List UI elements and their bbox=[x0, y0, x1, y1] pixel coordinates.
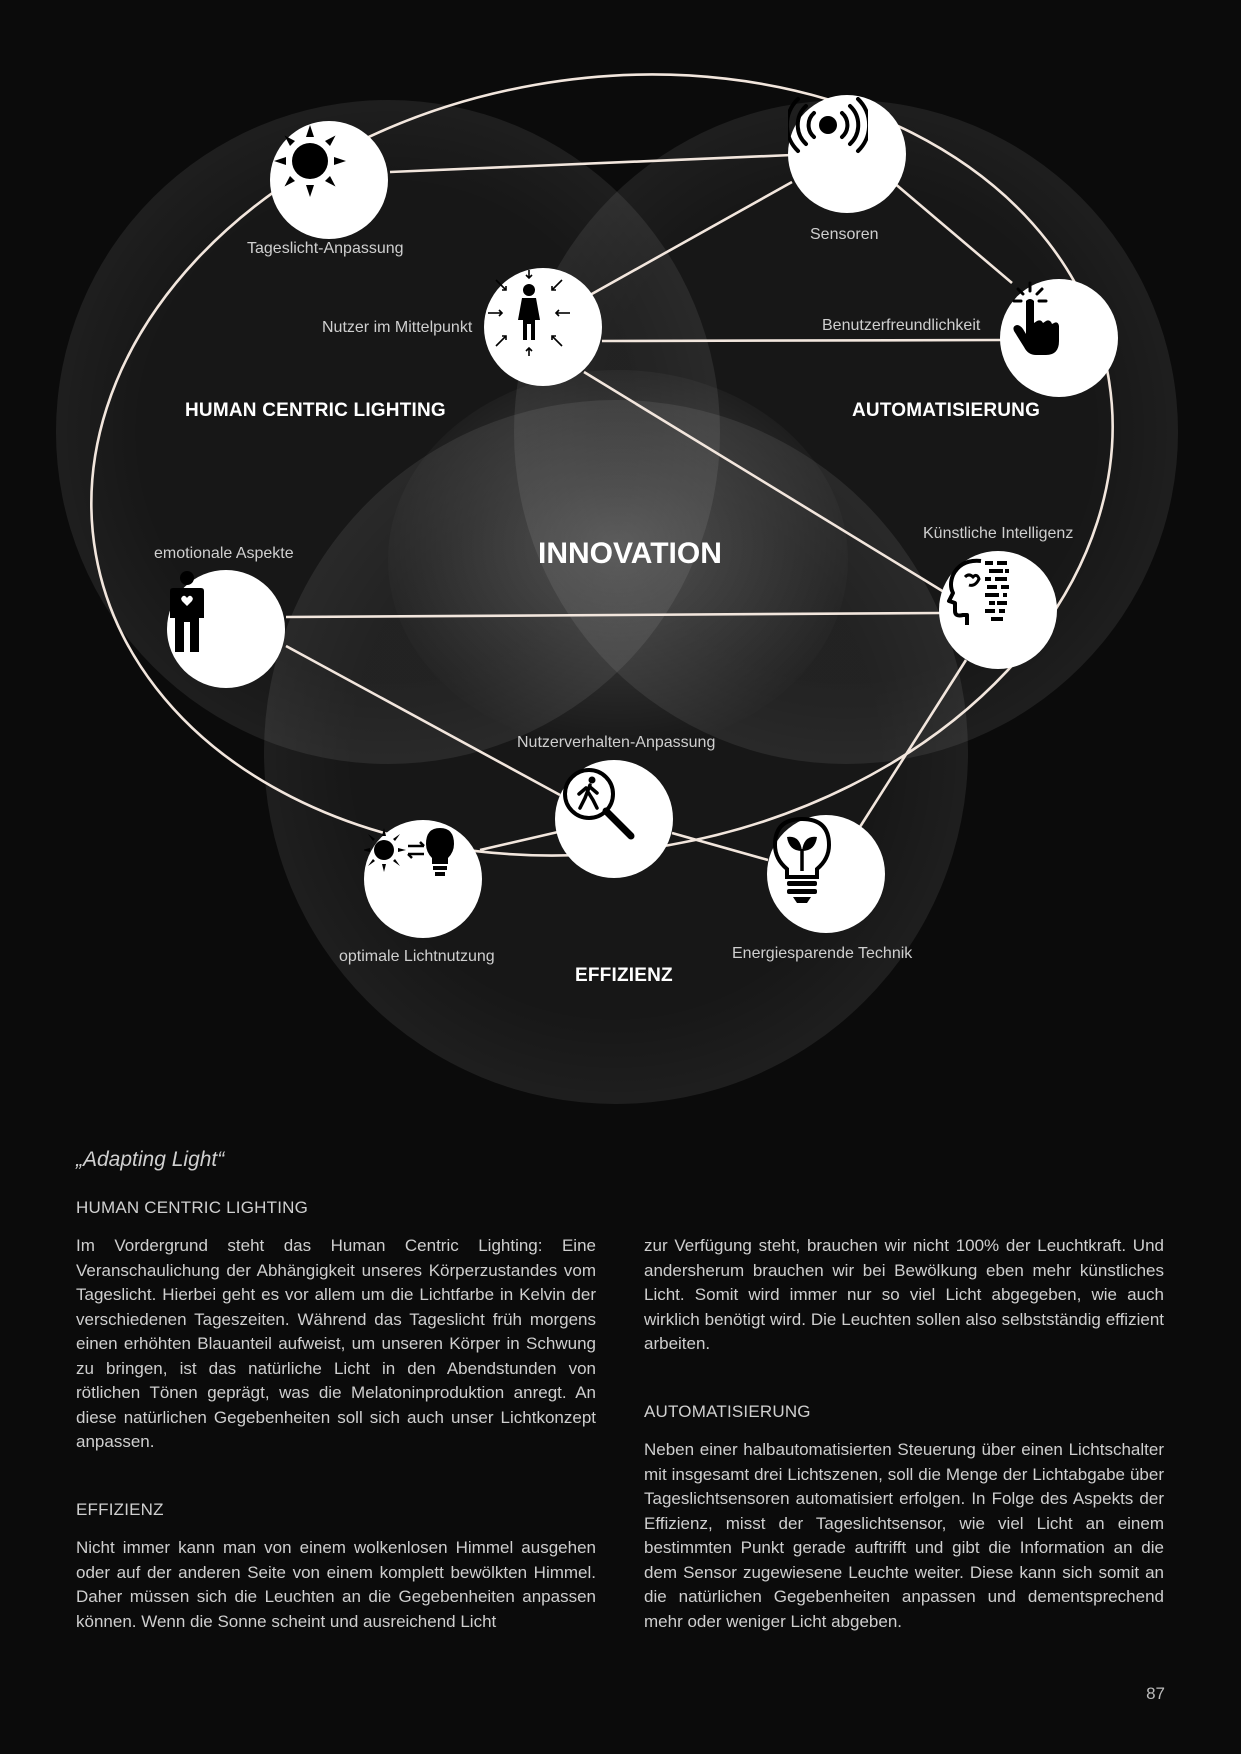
label-usability: Benutzerfreundlichkeit bbox=[822, 317, 981, 334]
label-user-center: Nutzer im Mittelpunkt bbox=[322, 319, 473, 336]
magnifier-walker-icon bbox=[555, 760, 639, 844]
bulb-leaf-icon bbox=[767, 815, 837, 905]
sensor-waves-icon bbox=[788, 95, 868, 155]
node-optimal-light bbox=[364, 820, 482, 938]
paragraph-hcl: Im Vordergrund steht das Human Centric Lighting: Eine Veranschaulichung der Abhängigkeit unseres Körperzustandes vom Tageslicht. Hierbei geht es vor allem um die Lichtfarbe in Kelvin der verschiedenen Tageszeiten. Während das Tageslicht früh morgens einen erhöhten Blauanteil aufweist, um unseren Körper in Schwung zu bringen, ist das natürliche Licht in den Abendstunden von rötlichen Tönen geprägt, was die Melatoninproduktion anregt. An diese natürlichen Gegebenheiten soll sich auch unser Lichtkonzept anpassen. bbox=[76, 1236, 596, 1451]
ai-head-icon bbox=[939, 551, 1019, 631]
paragraph-efficiency-continued: zur Verfügung steht, brauchen wir nicht 100% der Leuchtkraft. Und andersherum brauchen wir bei Bewölkung eben mehr künstliches Licht. Somit wird immer nur so viel Licht abgegeben, wie auch wirklich benötigt wird. Die Leuchten sollen also selbstständig effizient arbeiten. bbox=[644, 1236, 1164, 1353]
label-daylight: Tageslicht-Anpassung bbox=[247, 240, 404, 257]
sun-to-bulb-icon bbox=[364, 820, 460, 880]
page-number: 87 bbox=[1146, 1684, 1165, 1703]
label-sensors: Sensoren bbox=[810, 226, 879, 243]
label-behavior: Nutzerverhalten-Anpassung bbox=[517, 734, 716, 751]
node-ai bbox=[939, 551, 1057, 669]
hand-touch-icon bbox=[1000, 279, 1070, 359]
node-usability bbox=[1000, 279, 1118, 397]
node-user-center bbox=[484, 268, 602, 386]
node-daylight bbox=[270, 121, 388, 239]
label-optimal-light: optimale Lichtnutzung bbox=[339, 948, 495, 965]
heading-hcl: HUMAN CENTRIC LIGHTING bbox=[76, 1198, 309, 1217]
label-emotional: emotionale Aspekte bbox=[154, 545, 294, 562]
paragraph-automation: Neben einer halbautomatisierten Steuerung über einen Lichtschalter mit insgesamt drei Lichtszenen, soll die Menge der Lichtabgabe über Tageslichtsensoren automatisiert erfolgen. In Folge des Aspekts der Effizienz, misst der Tageslichtsensor, wie viel Licht an einem bestimmten Punkt gerade auftrifft und gibt die Information an die dem Sensor zugewiesene Leuchte weiter. Diese kann sich somit an die natürlichen Gegebenheiten anpassen und dementsprechend mehr oder weniger Licht abgeben. bbox=[644, 1440, 1164, 1631]
center-label-innovation: INNOVATION bbox=[538, 537, 722, 570]
set-label-efficiency: EFFIZIENZ bbox=[575, 965, 673, 986]
person-focus-icon bbox=[484, 268, 574, 358]
node-sensors bbox=[788, 95, 906, 213]
heading-automation: AUTOMATISIERUNG bbox=[644, 1402, 811, 1421]
label-ai: Künstliche Intelligenz bbox=[923, 525, 1074, 542]
node-energy bbox=[767, 815, 885, 933]
node-behavior bbox=[555, 760, 673, 878]
label-energy: Energiesparende Technik bbox=[732, 945, 913, 962]
set-label-hcl: HUMAN CENTRIC LIGHTING bbox=[185, 400, 446, 421]
sun-icon bbox=[270, 121, 350, 201]
set-label-automation: AUTOMATISIERUNG bbox=[852, 400, 1041, 421]
paragraph-efficiency: Nicht immer kann man von einem wolkenlosen Himmel ausgehen oder auf der anderen Seite von einem komplett bewölkten Himmel. Daher müssen sich die Leuchten an die Gegebenheiten anpassen können. Wenn die Sonne scheint und ausreichend Licht bbox=[76, 1538, 596, 1631]
node-emotional bbox=[167, 570, 285, 688]
person-heart-icon bbox=[167, 570, 207, 654]
article-quote: „Adapting Light“ bbox=[76, 1148, 225, 1171]
heading-efficiency: EFFIZIENZ bbox=[76, 1500, 164, 1519]
line-user-usability bbox=[602, 340, 1003, 341]
